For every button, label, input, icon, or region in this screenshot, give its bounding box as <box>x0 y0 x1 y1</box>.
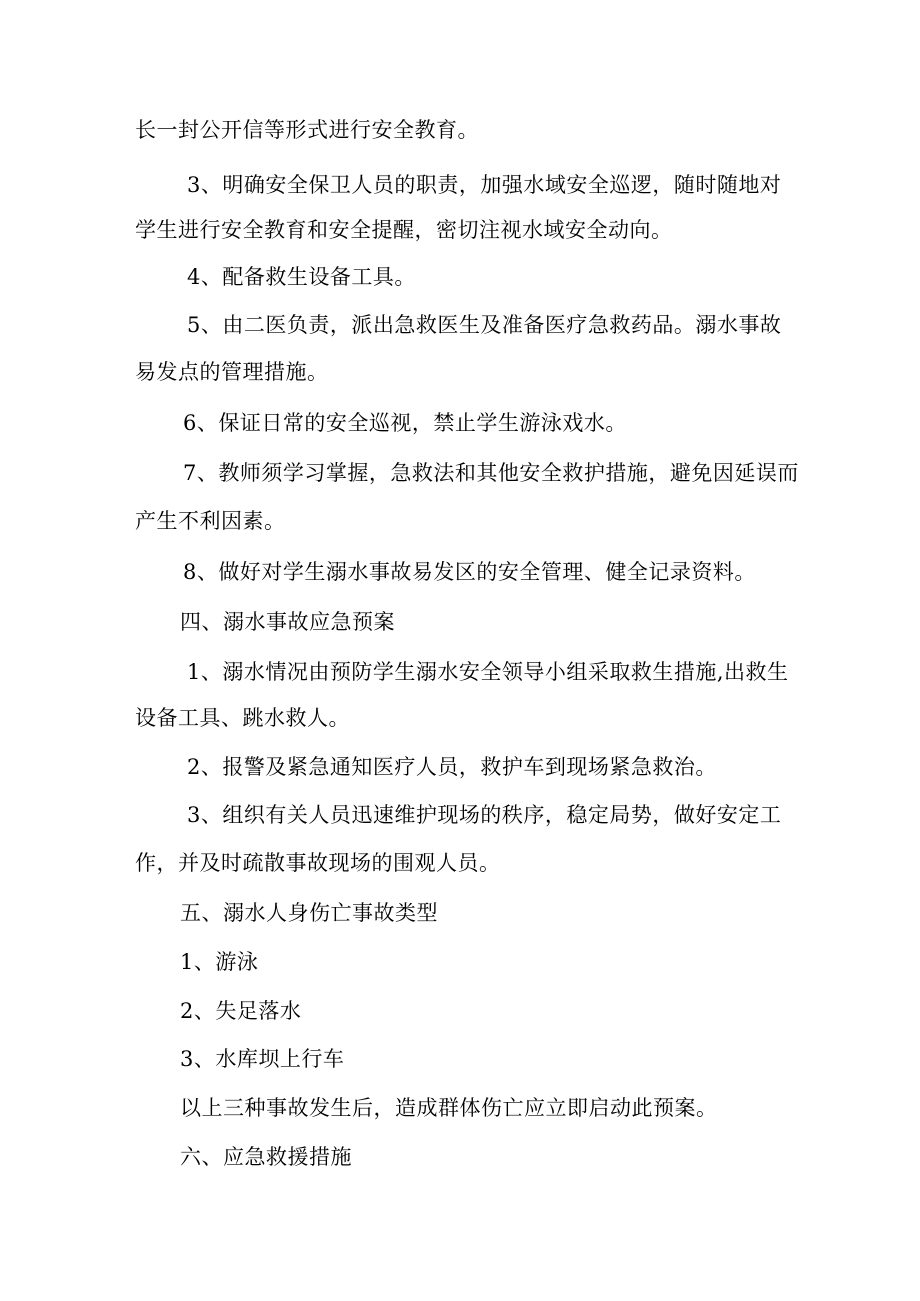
paragraph-line: 作，并及时疏散事故现场的围观人员。 <box>135 851 501 875</box>
paragraph-line: 易发点的管理措施。 <box>135 360 329 384</box>
paragraph-line: 7、教师须学习掌握，急救法和其他安全救护措施，避免因延误而 <box>183 461 799 485</box>
paragraph-line: 6、保证日常的安全巡视，禁止学生游泳戏水。 <box>183 411 627 435</box>
section-heading: 六、应急救援措施 <box>180 1145 352 1169</box>
paragraph-line: 长一封公开信等形式进行安全教育。 <box>135 118 479 142</box>
paragraph-line: 4、配备救生设备工具。 <box>187 265 416 289</box>
section-heading: 五、溺水人身伤亡事故类型 <box>180 901 438 925</box>
paragraph-line: 3、明确安全保卫人员的职责，加强水域安全巡逻，随时随地对 <box>187 173 782 197</box>
paragraph-line: 8、做好对学生溺水事故易发区的安全管理、健全记录资料。 <box>183 560 756 584</box>
list-item: 1、游泳 <box>180 950 259 974</box>
paragraph-line: 2、报警及紧急通知医疗人员，救护车到现场紧急救治。 <box>187 755 717 779</box>
section-heading: 四、溺水事故应急预案 <box>180 610 395 634</box>
paragraph-line: 设备工具、跳水救人。 <box>135 706 350 730</box>
paragraph-line: 以上三种事故发生后，造成群体伤亡应立即启动此预案。 <box>180 1096 718 1120</box>
paragraph-line: 学生进行安全教育和安全提醒，密切注视水域安全动向。 <box>135 218 673 242</box>
paragraph-line: 1、溺水情况由预防学生溺水安全领导小组采取救生措施,出救生 <box>187 660 789 684</box>
list-item: 3、水库坝上行车 <box>180 1047 345 1071</box>
paragraph-line: 5、由二医负责，派出急救医生及准备医疗急救药品。溺水事故 <box>187 313 782 337</box>
paragraph-line: 产生不利因素。 <box>135 509 286 533</box>
list-item: 2、失足落水 <box>180 999 302 1023</box>
paragraph-line: 3、组织有关人员迅速维护现场的秩序，稳定局势，做好安定工 <box>187 803 782 827</box>
